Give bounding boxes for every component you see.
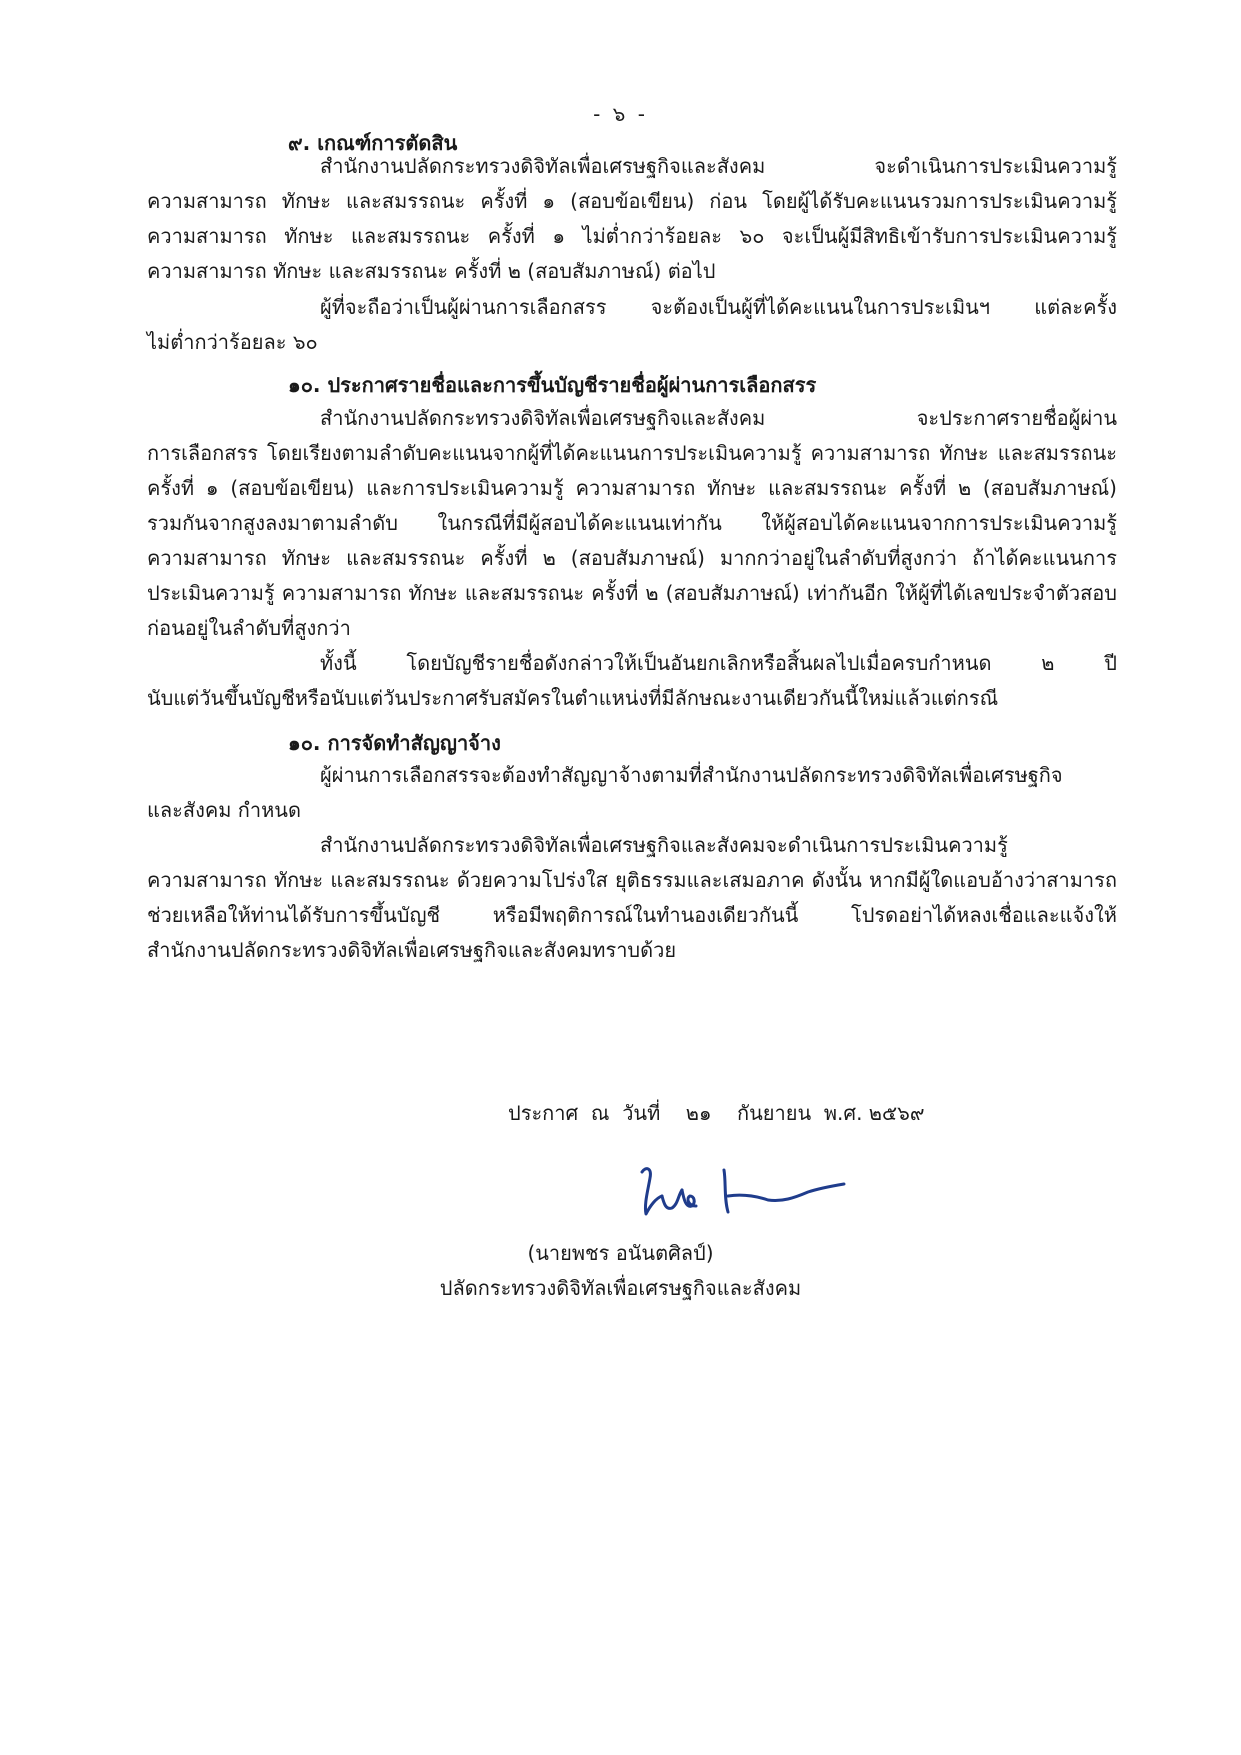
- paragraph-line: ความสามารถ ทักษะ และสมรรถนะ ด้วยความโปร่งใส ยุติธรรมและเสมอภาค ดังนั้น หากมีผู้ใดแอบอ้างว่าสามารถ: [147, 868, 1117, 892]
- paragraph-line: ก่อนอยู่ในลำดับที่สูงกว่า: [147, 616, 351, 640]
- paragraph-line: ความสามารถ ทักษะ และสมรรถนะ ครั้งที่ ๒ (สอบสัมภาษณ์) ต่อไป: [147, 259, 716, 283]
- paragraph-line: ความสามารถ ทักษะ และสมรรถนะ ครั้งที่ ๒ (สอบสัมภาษณ์) มากกว่าอยู่ในลำดับที่สูงกว่า ถ้าได้คะแนนการ: [147, 546, 1117, 570]
- paragraph-line: การเลือกสรร โดยเรียงตามลำดับคะแนนจากผู้ที่ได้คะแนนการประเมินความรู้ ความสามารถ ทักษะ และสมรรถนะ: [147, 441, 1117, 465]
- signatory-name: (นายพชร อนันตศิลป์): [527, 1241, 714, 1265]
- paragraph-line: สำนักงานปลัดกระทรวงดิจิทัลเพื่อเศรษฐกิจและสังคมทราบด้วย: [147, 938, 677, 962]
- paragraph-line: และสังคม กำหนด: [147, 798, 301, 822]
- paragraph-line: นับแต่วันขึ้นบัญชีหรือนับแต่วันประกาศรับสมัครในตำแหน่งที่มีลักษณะงานเดียวกันนี้ใหม่แล้วแต่กรณี: [147, 686, 999, 710]
- paragraph-line: ผู้ผ่านการเลือกสรรจะต้องทำสัญญาจ้างตามที่สำนักงานปลัดกระทรวงดิจิทัลเพื่อเศรษฐกิจ: [320, 763, 1063, 787]
- paragraph-line: ประเมินความรู้ ความสามารถ ทักษะ และสมรรถนะ ครั้งที่ ๒ (สอบสัมภาษณ์) เท่ากันอีก ให้ผู้ที่ได้เลขประจำตัวสอบ: [147, 581, 1117, 605]
- paragraph-line: ไม่ต่ำกว่าร้อยละ ๖๐: [147, 330, 318, 354]
- announcement-date: ประกาศ ณ วันที่ ๒๑ กันยายน พ.ศ. ๒๕๖๙: [508, 1101, 925, 1125]
- paragraph-line: ความสามารถ ทักษะ และสมรรถนะ ครั้งที่ ๑ (สอบข้อเขียน) ก่อน โดยผู้ได้รับคะแนนรวมการประเมินความรู้: [147, 189, 1117, 213]
- paragraph-line: รวมกันจากสูงลงมาตามลำดับ ในกรณีที่มีผู้สอบได้คะแนนเท่ากัน ให้ผู้สอบได้คะแนนจากการประเมินความรู้: [147, 511, 1117, 535]
- paragraph-line: ความสามารถ ทักษะ และสมรรถนะ ครั้งที่ ๑ ไม่ต่ำกว่าร้อยละ ๖๐ จะเป็นผู้มีสิทธิเข้ารับการประเมินความรู้: [147, 224, 1117, 248]
- paragraph-line: ครั้งที่ ๑ (สอบข้อเขียน) และการประเมินความรู้ ความสามารถ ทักษะ และสมรรถนะ ครั้งที่ ๒ (สอบสัมภาษณ์): [147, 476, 1117, 500]
- paragraph-line: สำนักงานปลัดกระทรวงดิจิทัลเพื่อเศรษฐกิจและสังคม จะดำเนินการประเมินความรู้: [320, 154, 1117, 178]
- paragraph-line: ผู้ที่จะถือว่าเป็นผู้ผ่านการเลือกสรร จะต้องเป็นผู้ที่ได้คะแนนในการประเมินฯ แต่ละครั้ง: [320, 295, 1117, 319]
- paragraph-line: ทั้งนี้ โดยบัญชีรายชื่อดังกล่าวให้เป็นอันยกเลิกหรือสิ้นผลไปเมื่อครบกำหนด ๒ ปี: [320, 651, 1117, 675]
- signature-image: [632, 1160, 864, 1230]
- section-9-heading: ๙. เกณฑ์การตัดสิน: [288, 131, 458, 155]
- page-number: - ๖ -: [593, 102, 648, 126]
- signatory-title: ปลัดกระทรวงดิจิทัลเพื่อเศรษฐกิจและสังคม: [439, 1276, 802, 1300]
- paragraph-line: ช่วยเหลือให้ท่านได้รับการขึ้นบัญชี หรือมีพฤติการณ์ในทำนองเดียวกันนี้ โปรดอย่าได้หลงเชื่อและแจ้งให้: [147, 903, 1117, 927]
- section-10-contract-heading: ๑๐. การจัดทำสัญญาจ้าง: [288, 731, 501, 755]
- section-10-heading: ๑๐. ประกาศรายชื่อและการขึ้นบัญชีรายชื่อผู้ผ่านการเลือกสรร: [288, 373, 817, 397]
- paragraph-line: สำนักงานปลัดกระทรวงดิจิทัลเพื่อเศรษฐกิจและสังคม จะประกาศรายชื่อผู้ผ่าน: [320, 406, 1117, 430]
- paragraph-line: สำนักงานปลัดกระทรวงดิจิทัลเพื่อเศรษฐกิจและสังคมจะดำเนินการประเมินความรู้: [320, 833, 1008, 857]
